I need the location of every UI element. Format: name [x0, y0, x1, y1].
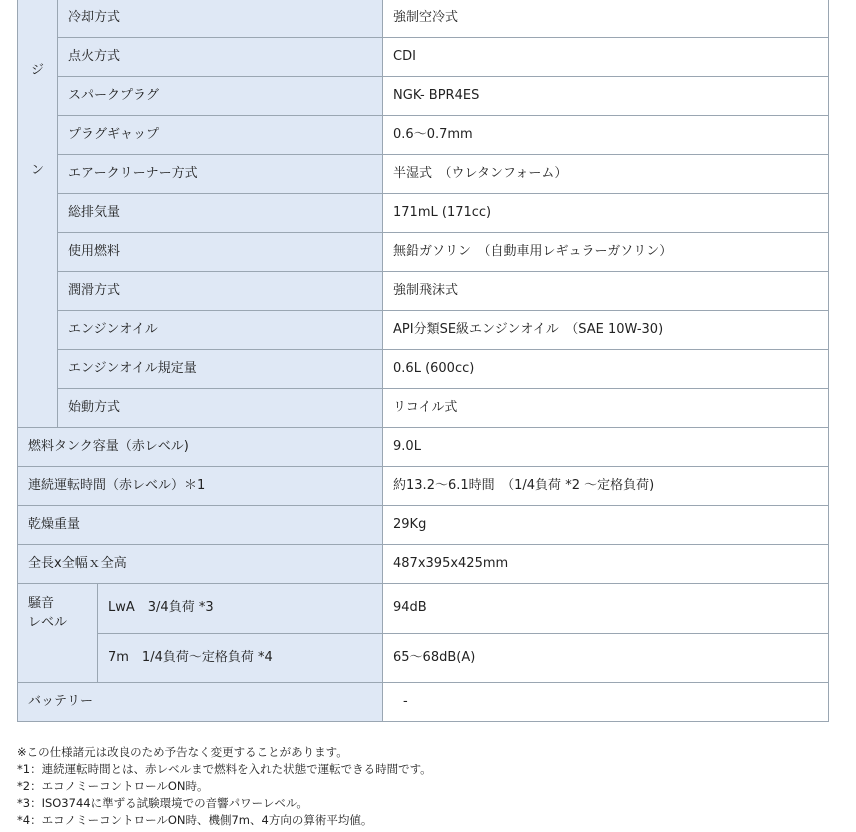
spec-label: 全長x全幅ｘ全高 — [18, 545, 383, 584]
spec-label: 燃料タンク容量（赤レベル) — [18, 428, 383, 467]
footnote: *3：ISO3744に準ずる試験環境での音響パワーレベル。 — [17, 796, 308, 810]
spec-label: 総排気量 — [58, 194, 383, 233]
spec-value: リコイル式 — [383, 389, 829, 428]
footnote: *1：連続運転時間とは、赤レベルまで燃料を入れた状態で運転できる時間です。 — [17, 762, 432, 776]
spec-label: 連続運転時間（赤レベル）＊1 — [18, 467, 383, 506]
footnote: *4：エコノミーコントロールON時、機側7m、4方向の算術平均値。 — [17, 813, 373, 827]
spec-label: エンジンオイル — [58, 311, 383, 350]
noise-group-label — [18, 584, 98, 682]
table-row — [18, 428, 829, 467]
footnote: *2：エコノミーコントロールON時。 — [17, 779, 209, 793]
spec-table — [17, 0, 829, 722]
spec-label: 使用燃料 — [58, 233, 383, 272]
spec-label: プラグギャップ — [58, 116, 383, 155]
engine-group-char: ジ — [30, 63, 44, 78]
spec-value: 29Kg — [383, 506, 829, 545]
table-row — [18, 633, 829, 682]
engine-group-char: ン — [30, 163, 44, 178]
spec-label: 乾燥重量 — [18, 506, 383, 545]
spec-label: 始動方式 — [58, 389, 383, 428]
table-row — [18, 0, 829, 38]
spec-label: エアークリーナー方式 — [58, 155, 383, 194]
table-row — [18, 194, 829, 233]
spec-label: 点火方式 — [58, 38, 383, 77]
spec-value: 0.6L (600cc) — [383, 350, 829, 389]
table-row — [18, 389, 829, 428]
table-row — [18, 467, 829, 506]
spec-label: バッテリー — [18, 682, 383, 721]
table-row — [18, 682, 829, 721]
table-row — [18, 350, 829, 389]
noise-group-text: 騒音 レベル — [28, 596, 68, 630]
spec-label: エンジンオイル規定量 — [58, 350, 383, 389]
table-row — [18, 545, 829, 584]
spec-label: LwA 3/4負荷 *3 — [98, 584, 383, 633]
table-row — [18, 311, 829, 350]
spec-label: 7m 1/4負荷～定格負荷 *4 — [98, 633, 383, 682]
spec-label: 潤滑方式 — [58, 272, 383, 311]
spec-value: 65～68dB(A) — [383, 633, 829, 682]
engine-group-label — [18, 0, 58, 428]
spec-value: 9.0L — [383, 428, 829, 467]
table-row — [18, 272, 829, 311]
table-row — [18, 506, 829, 545]
spec-value: NGK- BPR4ES — [383, 77, 829, 116]
spec-value: 171mL (171cc) — [383, 194, 829, 233]
spec-value: 強制空冷式 — [383, 0, 829, 38]
table-row — [18, 584, 829, 633]
spec-value: CDI — [383, 38, 829, 77]
spec-value: 487x395x425mm — [383, 545, 829, 584]
spec-value: 約13.2～6.1時間 （1/4負荷 *2 ～定格負荷) — [383, 467, 829, 506]
table-row — [18, 116, 829, 155]
spec-label: 冷却方式 — [58, 0, 383, 38]
spec-value: 強制飛沫式 — [383, 272, 829, 311]
spec-value: 0.6～0.7mm — [383, 116, 829, 155]
table-row — [18, 77, 829, 116]
spec-value: 94dB — [383, 584, 829, 633]
spec-value: API分類SE級エンジンオイル （SAE 10W-30) — [383, 311, 829, 350]
footnote: ※この仕様諸元は改良のため予告なく変更することがあります。 — [17, 745, 348, 759]
spec-label: スパークプラグ — [58, 77, 383, 116]
spec-value: 無鉛ガソリン （自動車用レギュラーガソリン） — [383, 233, 829, 272]
spec-value: - — [383, 682, 829, 721]
table-row — [18, 233, 829, 272]
table-row — [18, 155, 829, 194]
table-row — [18, 38, 829, 77]
spec-value: 半湿式 （ウレタンフォーム） — [383, 155, 829, 194]
footnotes — [17, 744, 432, 829]
